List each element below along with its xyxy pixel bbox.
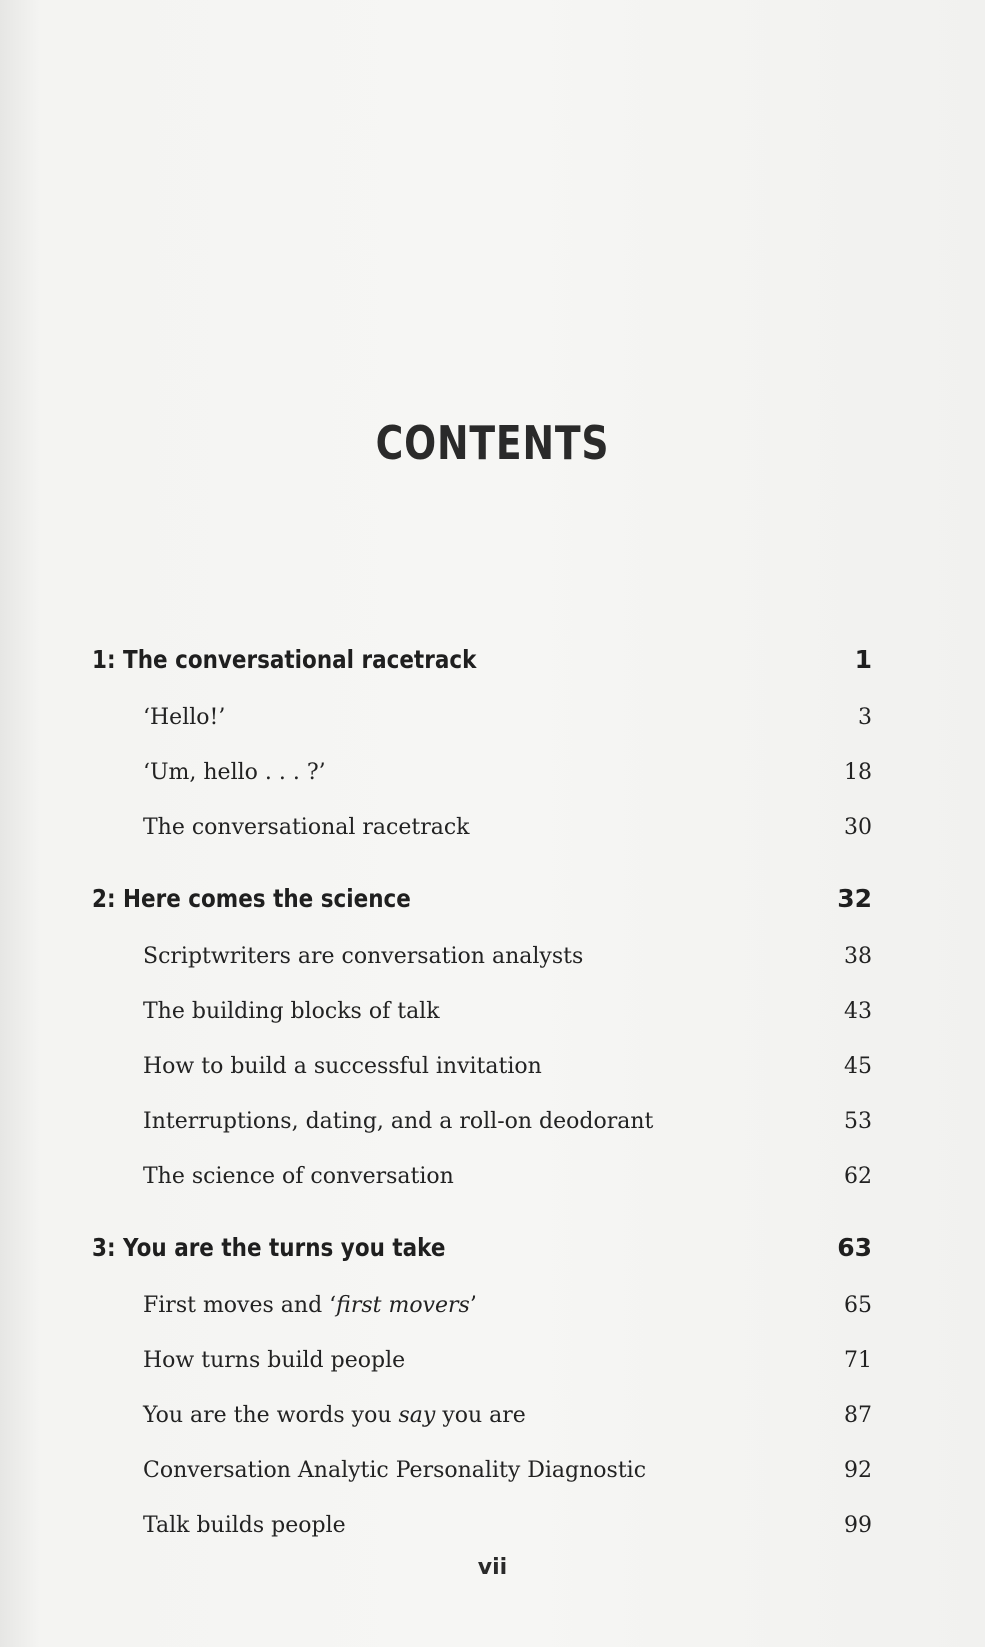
section-title-emphasis: first movers: [336, 1293, 470, 1318]
section-title: [143, 1388, 526, 1443]
section-entry: [92, 690, 872, 745]
section-title: The building blocks of talk: [143, 999, 440, 1024]
section-entry: [92, 1333, 872, 1388]
chapter-title: 2: Here comes the science: [92, 884, 411, 913]
section-page-number: 92: [844, 1458, 872, 1483]
section-title: How to build a successful invitation: [143, 1054, 542, 1079]
section-entry: [92, 984, 872, 1039]
section-entry: [92, 1149, 872, 1204]
section-entry: [92, 929, 872, 984]
table-of-contents: [92, 630, 872, 1553]
section-title: Interruptions, dating, and a roll-on deodorant: [143, 1109, 654, 1134]
section-title-text: You are the words you: [143, 1403, 399, 1428]
section-title-text: First moves and ‘: [143, 1293, 337, 1318]
section-entry: [92, 1443, 872, 1498]
section-entry: [92, 1388, 872, 1443]
section-page-number: 87: [844, 1403, 872, 1428]
section-title-text: you are: [435, 1403, 526, 1428]
section-title: [143, 1278, 477, 1333]
page-title: CONTENTS: [375, 416, 610, 470]
chapter-heading-row: [92, 630, 872, 690]
section-page-number: 43: [844, 999, 872, 1024]
section-entry: [92, 1039, 872, 1094]
section-title-text: ’: [469, 1293, 477, 1318]
section-title-emphasis: say: [398, 1403, 436, 1428]
section-entry: [92, 1498, 872, 1553]
section-title: Scriptwriters are conversation analysts: [143, 944, 584, 969]
section-title: ‘Hello!’: [143, 705, 226, 730]
chapter-page-number: 63: [837, 1233, 872, 1262]
section-title: Talk builds people: [143, 1513, 346, 1538]
section-page-number: 71: [844, 1348, 872, 1373]
section-entry: [92, 800, 872, 855]
section-page-number: 62: [844, 1164, 872, 1189]
section-page-number: 3: [858, 705, 872, 730]
chapter-page-number: 32: [837, 884, 872, 913]
chapter-3: [92, 1218, 872, 1553]
chapter-title: 1: The conversational racetrack: [92, 645, 477, 674]
section-entry: [92, 1094, 872, 1149]
chapter-title: 3: You are the turns you take: [92, 1233, 446, 1262]
section-entry: [92, 745, 872, 800]
section-page-number: 65: [844, 1293, 872, 1318]
section-page-number: 45: [844, 1054, 872, 1079]
chapter-page-number: 1: [854, 645, 872, 674]
chapter-heading-row: [92, 869, 872, 929]
section-page-number: 53: [844, 1109, 872, 1134]
section-title: The science of conversation: [143, 1164, 454, 1189]
page-number-folio: vii: [477, 1555, 508, 1580]
chapter-2: [92, 869, 872, 1204]
section-entry: [92, 1278, 872, 1333]
section-title: Conversation Analytic Personality Diagnostic: [143, 1458, 647, 1483]
section-page-number: 38: [844, 944, 872, 969]
section-title: How turns build people: [143, 1348, 406, 1373]
chapter-1: [92, 630, 872, 855]
chapter-heading-row: [92, 1218, 872, 1278]
section-page-number: 30: [844, 815, 872, 840]
section-title: ‘Um, hello . . . ?’: [143, 760, 326, 785]
section-page-number: 18: [844, 760, 872, 785]
section-page-number: 99: [844, 1513, 872, 1538]
section-title: The conversational racetrack: [143, 815, 470, 840]
